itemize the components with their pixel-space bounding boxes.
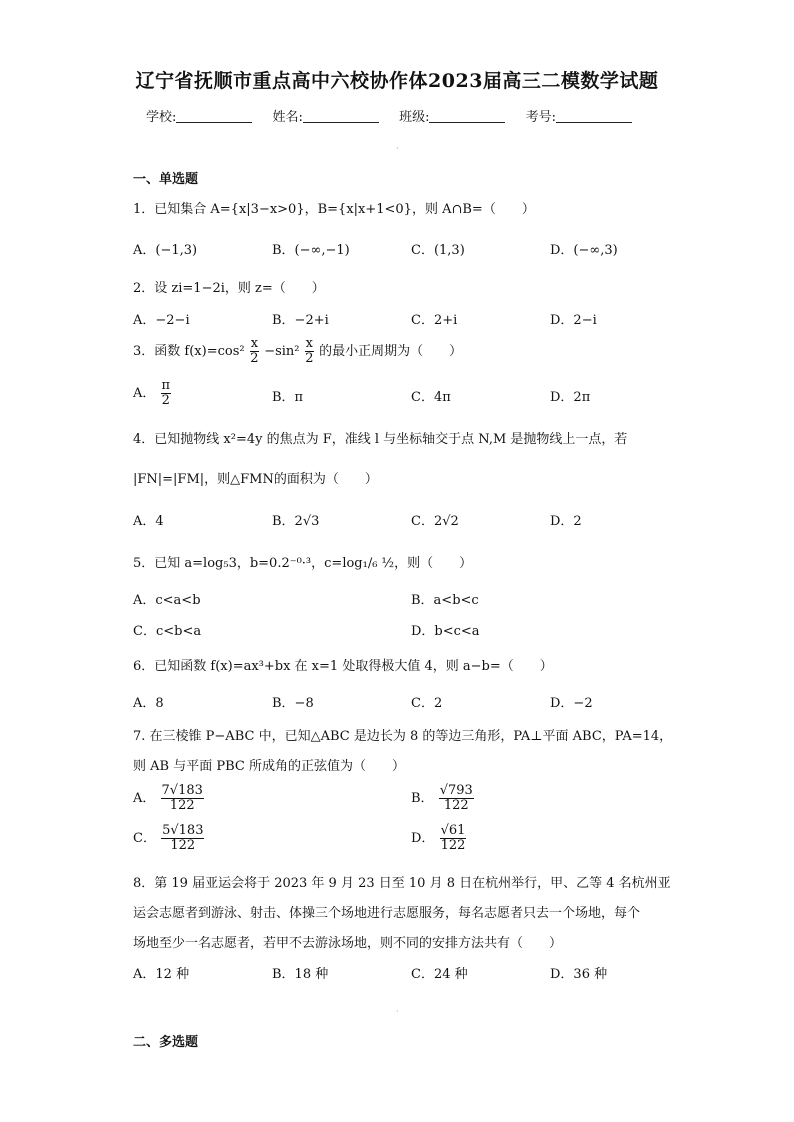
q3-option-d[interactable]: D．2π: [550, 390, 591, 405]
q6-option-c[interactable]: C．2: [411, 696, 443, 711]
divider-dot: ·: [396, 1007, 399, 1016]
q3-frac-1-den: 2: [250, 351, 259, 366]
question-1: 1．已知集合 A={x|3−x>0}，B={x|x+1<0}，则 A∩B=（ ）: [133, 202, 535, 217]
q7-option-d-label: D．: [411, 831, 435, 846]
page-title: 辽宁省抚顺市重点高中六校协作体2023届高三二模数学试题: [135, 70, 659, 92]
question-6: 6．已知函数 f(x)=ax³+bx 在 x=1 处取得极大值 4，则 a−b=（ ）: [133, 659, 553, 674]
q3-frac-2-num: x: [305, 336, 313, 351]
student-info-line: [0, 106, 794, 125]
q6-option-a[interactable]: A．8: [133, 696, 164, 711]
name-blank[interactable]: [303, 110, 379, 123]
q4-option-c[interactable]: C．2√2: [411, 514, 459, 529]
q7-option-d[interactable]: [411, 824, 467, 853]
q7-option-a-label: A．: [133, 791, 156, 806]
number-blank[interactable]: [556, 110, 632, 123]
class-label: 班级:: [399, 110, 430, 125]
section-heading-single-choice: 一、单选题: [133, 172, 199, 187]
q7-option-c[interactable]: [133, 824, 205, 853]
q7-option-a-num: 7√183: [161, 783, 203, 798]
q4-option-a[interactable]: A．4: [133, 514, 164, 529]
q3-frac-2-den: 2: [305, 351, 314, 366]
question-4-line-2: |FN|=|FM|，则△FMN的面积为（ ）: [133, 472, 378, 487]
q2-option-b[interactable]: B．−2+i: [272, 313, 329, 328]
question-8-line-1: 8．第 19 届亚运会将于 2023 年 9 月 23 日至 10 月 8 日在杭州举行，甲、乙等 4 名杭州亚: [133, 876, 671, 891]
q5-option-b[interactable]: B．a<b<c: [411, 593, 479, 608]
q1-option-c[interactable]: C．(1,3): [411, 243, 465, 258]
q7-option-d-num: √61: [440, 823, 466, 838]
question-7-line-2: 则 AB 与平面 PBC 所成角的正弦值为（ ）: [133, 759, 405, 774]
q7-option-a[interactable]: [133, 784, 205, 813]
q3-frac-1-num: x: [250, 336, 259, 351]
q7-option-a-den: 122: [169, 798, 195, 813]
class-blank[interactable]: [429, 110, 505, 123]
q3-option-a-den: 2: [161, 393, 170, 408]
name-label: 姓名:: [272, 110, 303, 125]
q7-option-d-frac: [440, 824, 467, 853]
q4-option-d[interactable]: D．2: [550, 514, 582, 529]
q1-option-d[interactable]: D．(−∞,3): [550, 243, 618, 258]
q3-frac-1: [250, 337, 259, 366]
q7-option-c-frac: [161, 824, 204, 853]
q3-text-post: 的最小正周期为（ ）: [319, 344, 463, 359]
question-8-line-3: 场地至少一名志愿者，若甲不去游泳场地，则不同的安排方法共有（ ）: [133, 936, 563, 951]
q1-option-a[interactable]: A．(−1,3): [133, 243, 198, 258]
question-8-line-2: 运会志愿者到游泳、射击、体操三个场地进行志愿服务，每名志愿者只去一个场地，每个: [133, 906, 641, 921]
q3-option-a-num: π: [161, 378, 171, 393]
q3-text-mid: −sin²: [264, 344, 300, 359]
q6-option-d[interactable]: D．−2: [550, 696, 593, 711]
q7-option-b-den: 122: [443, 798, 469, 813]
q3-option-b[interactable]: B．π: [272, 390, 304, 405]
q2-option-a[interactable]: A．−2−i: [133, 313, 190, 328]
q8-option-a[interactable]: A．12 种: [133, 967, 190, 982]
question-5: 5．已知 a=log₅3，b=0.2⁻⁰·³，c=log₁/₆ ½，则（ ）: [133, 556, 473, 571]
q3-frac-2: [305, 337, 314, 366]
q7-option-b[interactable]: [411, 784, 475, 813]
q3-option-a-label: A．: [133, 386, 156, 401]
q5-option-d[interactable]: D．b<c<a: [411, 624, 480, 639]
divider-dot: ·: [396, 144, 399, 153]
section-heading-multi-choice: 二、多选题: [133, 1035, 199, 1050]
q3-option-c[interactable]: C．4π: [411, 390, 451, 405]
school-blank[interactable]: [176, 110, 252, 123]
q8-option-b[interactable]: B．18 种: [272, 967, 329, 982]
q5-option-c[interactable]: C．c<b<a: [133, 624, 202, 639]
q4-option-b[interactable]: B．2√3: [272, 514, 320, 529]
q7-option-c-den: 122: [170, 838, 196, 853]
question-7-line-1: 7. 在三棱锥 P−ABC 中，已知△ABC 是边长为 8 的等边三角形，PA⊥平面 ABC，PA=14，: [133, 729, 673, 744]
q5-option-a[interactable]: A．c<a<b: [133, 593, 201, 608]
q7-option-a-frac: [161, 784, 204, 813]
q8-option-c[interactable]: C．24 种: [411, 967, 468, 982]
q7-option-b-frac: [439, 784, 474, 813]
q7-option-c-num: 5√183: [162, 823, 204, 838]
q3-text-pre: 3．函数 f(x)=cos²: [133, 344, 245, 359]
q7-option-d-den: 122: [440, 838, 466, 853]
q8-option-d[interactable]: D．36 种: [550, 967, 608, 982]
q1-option-b[interactable]: B．(−∞,−1): [272, 243, 350, 258]
q6-option-b[interactable]: B．−8: [272, 696, 314, 711]
q2-option-c[interactable]: C．2+i: [411, 313, 458, 328]
number-label: 考号:: [525, 110, 556, 125]
q2-option-d[interactable]: D．2−i: [550, 313, 597, 328]
q3-option-a[interactable]: [133, 379, 172, 408]
question-4-line-1: 4．已知抛物线 x²=4y 的焦点为 F，准线 l 与坐标轴交于点 N,M 是抛物线上一点，若: [133, 432, 628, 447]
q7-option-b-label: B．: [411, 791, 434, 806]
school-label: 学校:: [146, 110, 177, 125]
q3-option-a-frac: [161, 379, 172, 408]
q7-option-b-num: √793: [439, 783, 473, 798]
question-3: [133, 337, 462, 366]
q7-option-c-label: C．: [133, 831, 156, 846]
question-2: 2．设 zi=1−2i，则 z=（ ）: [133, 281, 325, 296]
